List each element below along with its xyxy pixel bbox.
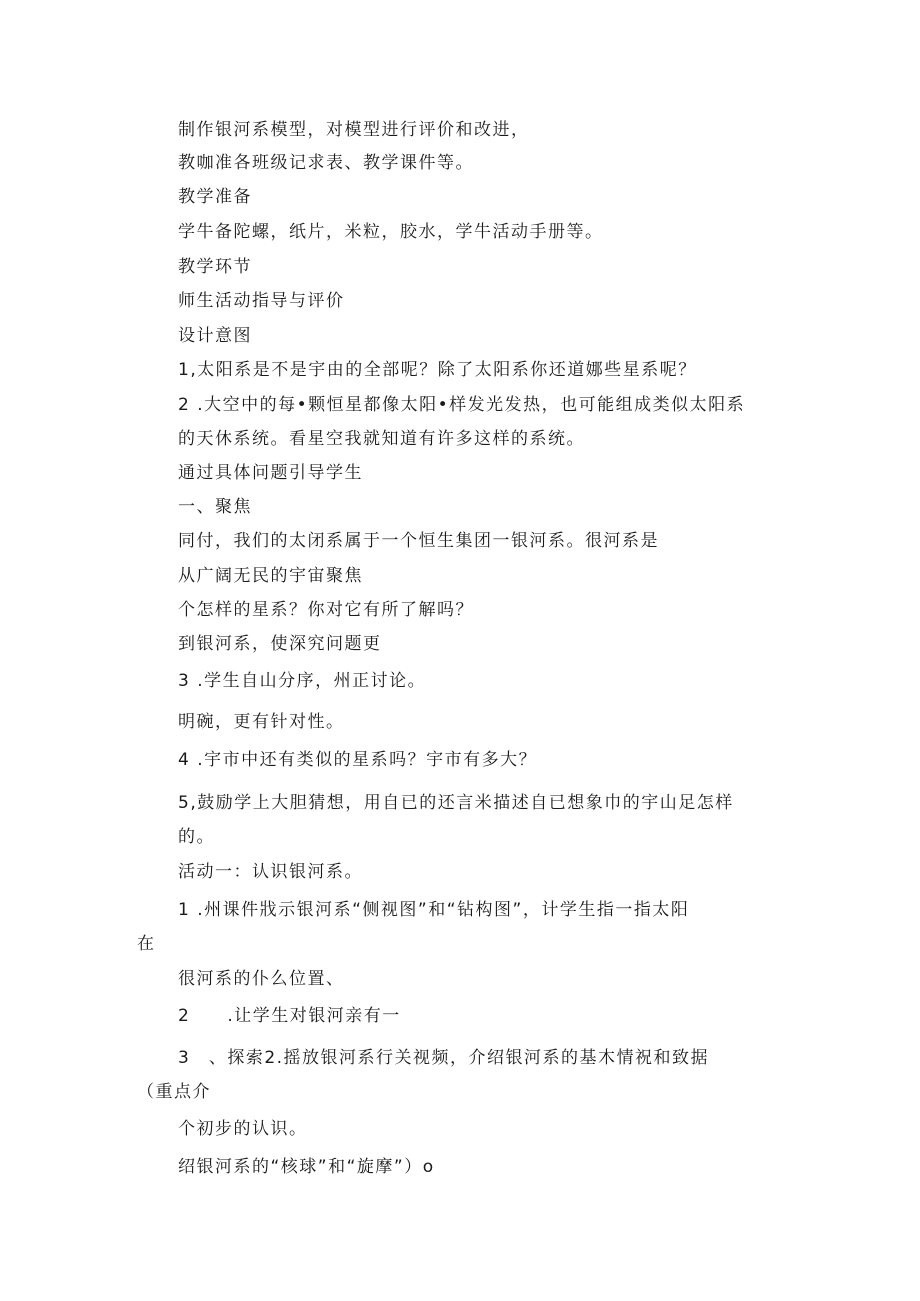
text-line: 到银河系，使深究问题更	[178, 634, 382, 654]
text-line: 2 .大空中的每•颗恒星都像太阳•样发光发热，也可能组成类似太阳系	[178, 395, 746, 415]
text-line: 绍银河系的“核球”和“旋摩”）o	[178, 1157, 435, 1177]
activity-heading: 活动一：认识银河系。	[178, 862, 363, 882]
text-line: 师生活动指导与评价	[178, 291, 345, 311]
text-line: 学牛备陀螺，纸片，米粒，胶水，学牛活动手册等。	[178, 222, 604, 242]
text-line: 的天休系统。看星空我就知道有许多这样的系统。	[178, 429, 585, 449]
text-line: 从广阔无民的宇宙聚焦	[178, 566, 363, 586]
text-line: 3 .学生自山分序，州正讨论。	[178, 671, 427, 691]
text-line: （重点介	[137, 1082, 211, 1102]
text-line: 1,太阳系是不是宇由的全部呢？除了太阳系你还道娜些星系呢？	[178, 360, 697, 380]
text-line: 3 、探索2.摇放银河系行关视频，介绍银河系的基木情祝和致据	[178, 1048, 710, 1068]
text-line: 1 .州课件戕示银河系“侧视图”和“钻构图”，计学生指一指太阳	[178, 900, 690, 920]
text-line: 2 .让学生对银河亲有一	[178, 1006, 401, 1026]
text-line: 制作银河系模型，对模型进行评价和改进，	[178, 120, 530, 140]
text-line: 通过具体问题引导学生	[178, 463, 363, 483]
text-line: 明碗，更有针对性。	[178, 712, 345, 732]
section-heading: 一、聚焦	[178, 497, 252, 517]
text-line: 教咖准各班级记求表、教学课件等。	[178, 153, 474, 173]
text-line: 设计意图	[178, 326, 252, 346]
text-line: 同付，我们的太闭系属于一个恒生集团一银河系。很河系是	[178, 531, 659, 551]
text-line: 5,鼓励学上大胆猜想，用自已的还言米描述自已想象巾的宇山足怎样	[178, 793, 734, 813]
text-line: 很河系的仆么位置、	[178, 969, 345, 989]
section-heading: 教学环节	[178, 257, 252, 277]
text-line: 的。	[178, 827, 215, 847]
text-line: 4 .宇市中还有类似的星系吗？宇市有多大？	[178, 750, 538, 770]
text-line: 在	[137, 934, 156, 954]
section-heading: 教学准备	[178, 187, 252, 207]
text-line: 个初步的认识。	[178, 1119, 308, 1139]
text-line: 个怎样的星系？你对它有所了解吗？	[178, 600, 474, 620]
